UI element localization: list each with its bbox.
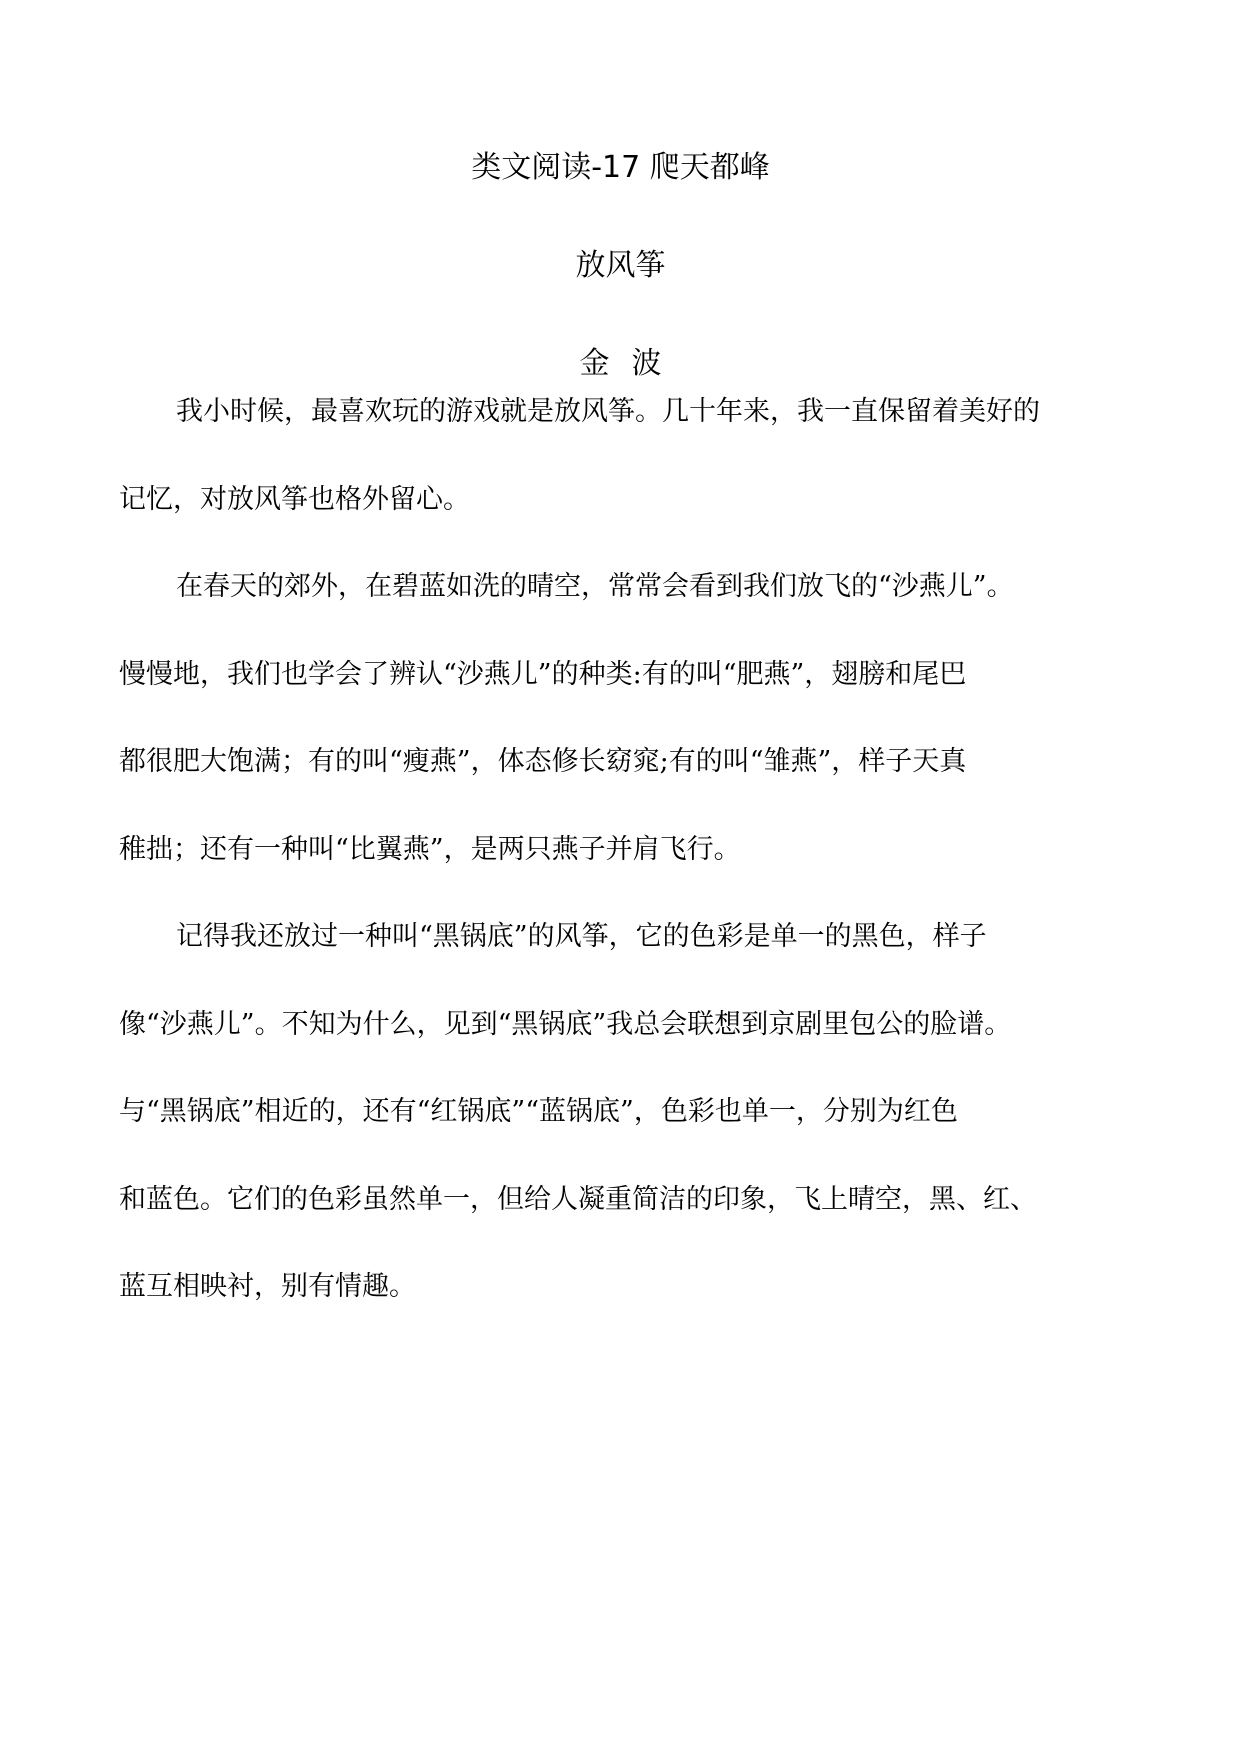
- paragraph-line: 都很肥大饱满；有的叫“瘦燕”，体态修长窈窕;有的叫“雏燕”，样子天真: [119, 746, 967, 777]
- paragraph-line: 记忆，对放风筝也格外留心。: [119, 484, 470, 515]
- document-title: 类文阅读-17 爬天都峰: [471, 150, 770, 185]
- paragraph-line: 蓝互相映衬，别有情趣。: [119, 1271, 416, 1302]
- story-title: 放风筝: [575, 248, 666, 283]
- paragraph-line: 与“黑锅底”相近的，还有“红锅底”“蓝锅底”，色彩也单一，分别为红色: [119, 1096, 958, 1127]
- paragraph-line: 在春天的郊外，在碧蓝如洗的晴空，常常会看到我们放飞的“沙燕儿”。: [176, 571, 1014, 602]
- paragraph-line: 记得我还放过一种叫“黑锅底”的风筝，它的色彩是单一的黑色，样子: [176, 921, 987, 952]
- paragraph-line: 和蓝色。它们的色彩虽然单一，但给人凝重简洁的印象，飞上晴空，黑、红、: [119, 1184, 1037, 1215]
- paragraph-line: 稚拙；还有一种叫“比翼燕”，是两只燕子并肩飞行。: [119, 834, 741, 865]
- paragraph-line: 慢慢地，我们也学会了辨认“沙燕儿”的种类:有的叫“肥燕”，翅膀和尾巴: [119, 659, 967, 690]
- paragraph-line: 像“沙燕儿”。不知为什么，见到“黑锅底”我总会联想到京剧里包公的脸谱。: [119, 1009, 1012, 1040]
- paragraph-line: 我小时候，最喜欢玩的游戏就是放风筝。几十年来，我一直保留着美好的: [176, 396, 1040, 427]
- author-name: 金波: [579, 346, 684, 381]
